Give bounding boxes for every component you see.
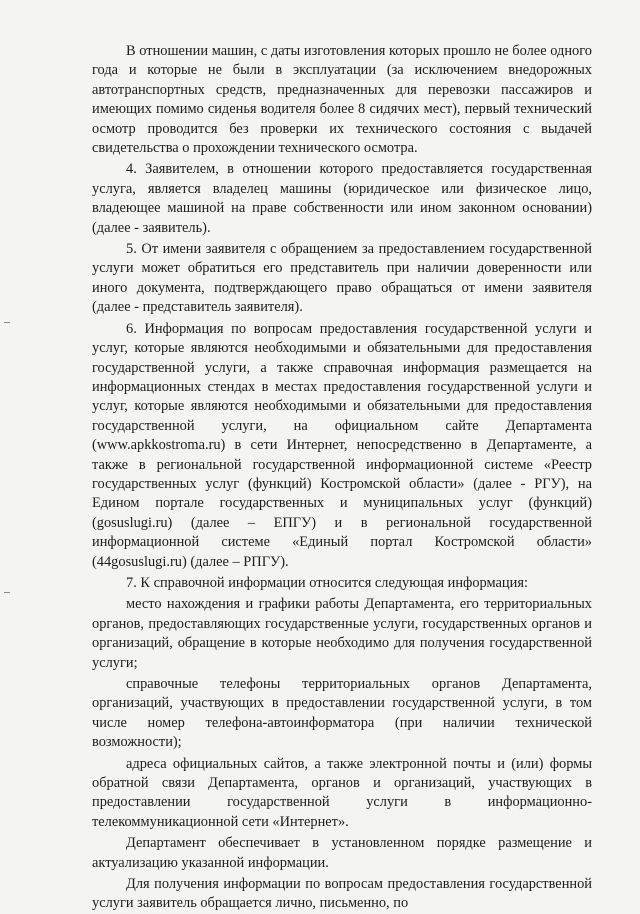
paragraph-6: место нахождения и графики работы Департамента, его территориальных органов, предоставляющих государственные услуги, государственных органов и организаций, обращение в которые необходимо для получения государственной услуги; bbox=[92, 596, 592, 671]
paragraph-1: В отношении машин, с даты изготовления которых прошло не более одного года и которые не были в эксплуатации (за исключением внедорожных автотранспортных средств, предназначенных для перевозки пассажиров и имеющих помимо сиденья водителя более 8 сидячих мест), первый технический осмотр проводится без проверки их технического состояния с выдачей свидетельства о прохождении технического осмотра. bbox=[92, 43, 592, 157]
margin-mark bbox=[4, 322, 10, 323]
margin-mark bbox=[4, 592, 10, 593]
paragraph-7: справочные телефоны территориальных органов Департамента, организаций, участвующих в предоставлении государственной услуги, в том числе номер телефона-автоинформатора (при наличии технической возможности); bbox=[92, 676, 592, 751]
paragraph-2: 4. Заявителем, в отношении которого предоставляется государственная услуга, является владелец машины (юридическое или физическое лицо, владеющее машиной на праве собственности или ином законном основании) (далее - заявитель). bbox=[92, 161, 592, 236]
paragraph-10: Для получения информации по вопросам предоставления государственной услуги заявитель обращается лично, письменно, по bbox=[92, 876, 592, 912]
paragraph-4: 6. Информация по вопросам предоставления государственной услуги и услуг, которые являются необходимыми и обязательными для предоставления государственной услуги, а также справочная информация размещается на информационных стендах в местах предоставления государственной услуги и услуг, которые являются необходимыми и обязательными для предоставления государственной услуги, на официальном сайте Департамента (www.apkkostroma.ru) в сети Интернет, непосредственно в Департаменте, а также в региональной государственной информационной системе «Реестр государственных услуг (функций) Костромской области» (далее - РГУ), на Едином портале государственных и муниципальных услуг (функций) (gosuslugi.ru) (далее – ЕПГУ) и в региональной государственной информационной системе «Единый портал Костромской области» (44gosuslugi.ru) (далее – РПГУ). bbox=[92, 320, 592, 570]
paragraph-5: 7. К справочной информации относится следующая информация: bbox=[126, 574, 528, 591]
paragraph-9: Департамент обеспечивает в установленном порядке размещение и актуализацию указанной информации. bbox=[92, 835, 592, 871]
paragraph-8: адреса официальных сайтов, а также электронной почты и (или) формы обратной связи Департамента, органов и организаций, участвующих в предоставлении государственной услуги в информационно-телекоммуникационной сети «Интернет». bbox=[92, 755, 592, 830]
paragraph-3: 5. От имени заявителя с обращением за предоставлением государственной услуги может обратиться его представитель при наличии доверенности или иного документа, подтверждающего право обращаться от имени заявителя (далее - представитель заявителя). bbox=[92, 241, 592, 316]
